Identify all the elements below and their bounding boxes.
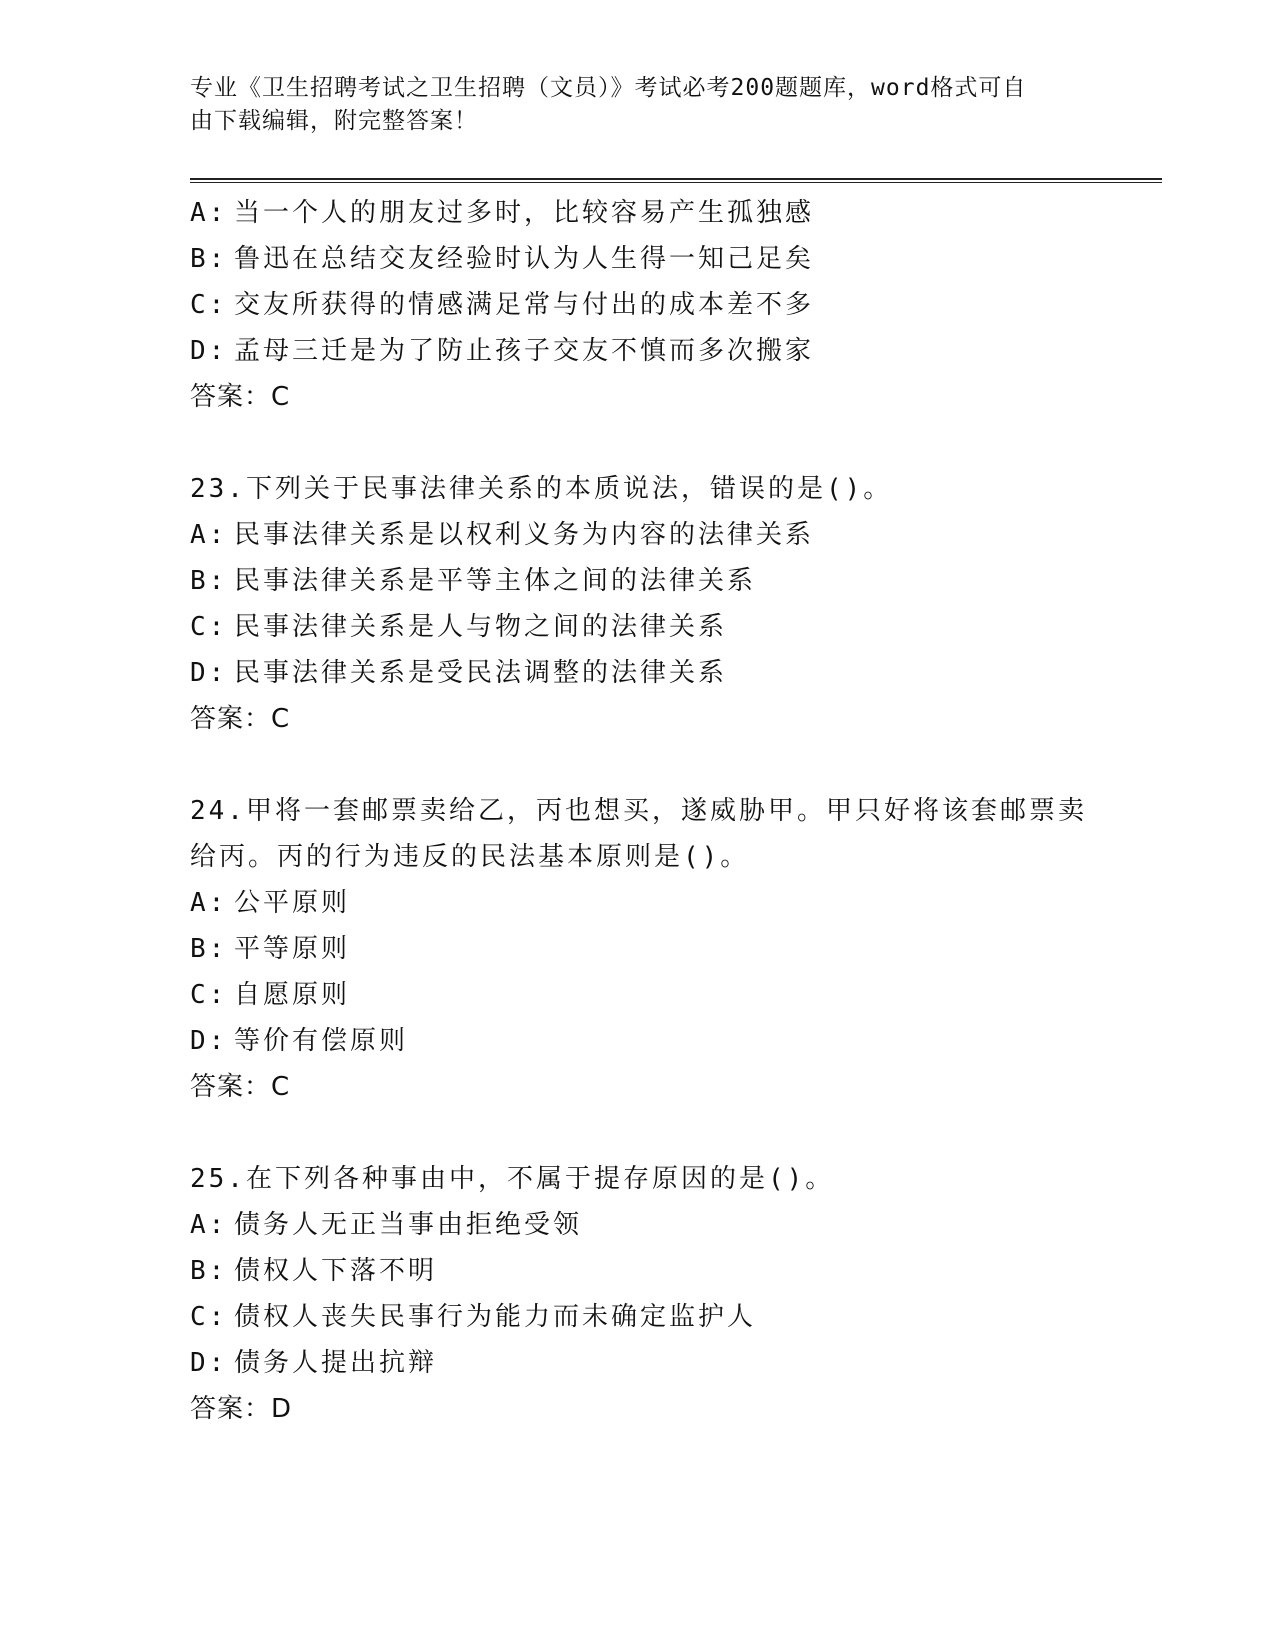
option-text: 债务人无正当事由拒绝受领: [234, 1210, 583, 1240]
option-key: C:: [190, 1302, 228, 1332]
header-line-2: 由下载编辑，附完整答案！: [190, 108, 478, 134]
option-c: [190, 282, 1170, 328]
option-d: [190, 1018, 1170, 1064]
option-b: [190, 558, 1170, 604]
option-text: 孟母三迁是为了防止孩子交友不慎而多次搬家: [234, 336, 815, 366]
option-text: 民事法律关系是以权利义务为内容的法律关系: [234, 520, 815, 550]
option-text: 自愿原则: [234, 980, 351, 1010]
option-text: 债权人丧失民事行为能力而未确定监护人: [234, 1302, 757, 1332]
question-24: [190, 788, 1170, 1110]
option-text: 民事法律关系是人与物之间的法律关系: [234, 612, 728, 642]
answer-line: 答案：C: [190, 704, 291, 734]
header-divider: [190, 178, 1162, 183]
question-25: [190, 1156, 1170, 1432]
option-key: C:: [190, 290, 228, 320]
option-key: A:: [190, 888, 228, 918]
option-key: A:: [190, 520, 228, 550]
option-text: 债务人提出抗辩: [234, 1348, 438, 1378]
option-key: B:: [190, 1256, 228, 1286]
option-text: 平等原则: [234, 934, 351, 964]
question-stem-line-1: 24.甲将一套邮票卖给乙，丙也想买，遂威胁甲。甲只好将该套邮票卖: [190, 796, 1087, 826]
option-b: [190, 236, 1170, 282]
option-text: 当一个人的朋友过多时，比较容易产生孤独感: [234, 198, 815, 228]
header-line-1: 专业《卫生招聘考试之卫生招聘（文员）》考试必考200题题库，word格式可自: [190, 75, 1027, 101]
option-b: [190, 926, 1170, 972]
option-key: D:: [190, 1026, 228, 1056]
option-d: [190, 328, 1170, 374]
option-key: C:: [190, 980, 228, 1010]
option-key: A:: [190, 1210, 228, 1240]
option-key: D:: [190, 336, 228, 366]
option-key: D:: [190, 1348, 228, 1378]
option-c: [190, 972, 1170, 1018]
option-key: B:: [190, 244, 228, 274]
option-d: [190, 650, 1170, 696]
question-stem: 25.在下列各种事由中，不属于提存原因的是()。: [190, 1164, 835, 1194]
option-a: [190, 1202, 1170, 1248]
option-key: D:: [190, 658, 228, 688]
option-a: [190, 880, 1170, 926]
question-list: [190, 190, 1170, 1432]
option-b: [190, 1248, 1170, 1294]
question-23: [190, 466, 1170, 742]
answer-line: 答案：C: [190, 382, 291, 412]
option-c: [190, 604, 1170, 650]
option-a: [190, 512, 1170, 558]
document-header: [190, 72, 1090, 138]
question-stem: 23.下列关于民事法律关系的本质说法，错误的是()。: [190, 474, 893, 504]
option-key: B:: [190, 566, 228, 596]
option-key: B:: [190, 934, 228, 964]
option-text: 交友所获得的情感满足常与付出的成本差不多: [234, 290, 815, 320]
option-text: 民事法律关系是平等主体之间的法律关系: [234, 566, 757, 596]
option-key: C:: [190, 612, 228, 642]
answer-line: 答案：D: [190, 1394, 293, 1424]
option-a: [190, 190, 1170, 236]
option-c: [190, 1294, 1170, 1340]
answer-line: 答案：C: [190, 1072, 291, 1102]
option-text: 鲁迅在总结交友经验时认为人生得一知己足矣: [234, 244, 815, 274]
option-text: 等价有偿原则: [234, 1026, 409, 1056]
option-d: [190, 1340, 1170, 1386]
question-stem-line-2: 给丙。丙的行为违反的民法基本原则是()。: [190, 842, 750, 872]
option-text: 公平原则: [234, 888, 351, 918]
option-text: 民事法律关系是受民法调整的法律关系: [234, 658, 728, 688]
option-key: A:: [190, 198, 228, 228]
question-continued: [190, 190, 1170, 420]
option-text: 债权人下落不明: [234, 1256, 438, 1286]
